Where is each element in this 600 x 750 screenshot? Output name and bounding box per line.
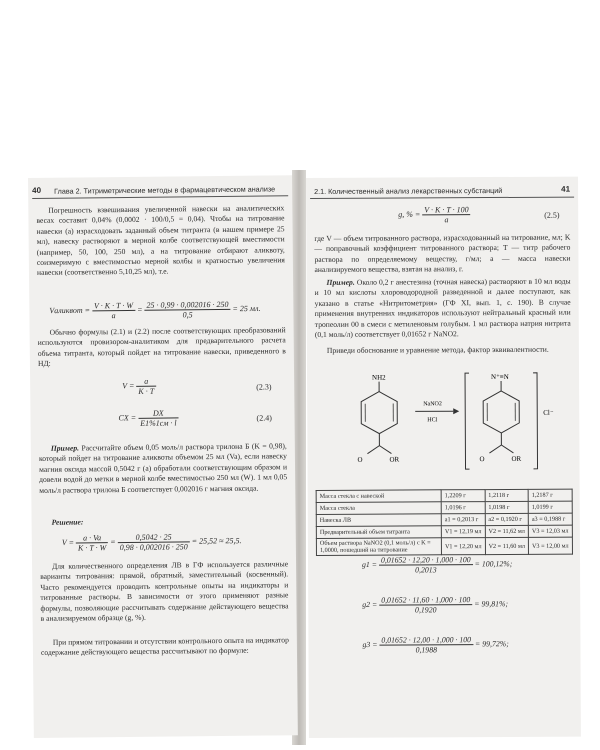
table-cell: V2 = 11,60 мл	[485, 537, 528, 554]
formula-2-5-num: V · K · T · 100	[422, 205, 470, 215]
left-example-text: Рассчитайте объем 0,05 моль/л раствора трилона Б (K = 0,98), который пойдет на титрование аликвоты объемом 25 мл (Va), если навеску магния оксида массой 0,5042 г (a) обработали соответствующим образом и довели водой до метки в мерной колбе вместимостью 250 мл (W). 1 мл 0,05 моль/л раствора трилона Б соответствует 0,002016 г магния оксида.	[38, 441, 288, 495]
result-value: = 99,72%;	[475, 639, 509, 649]
left-paragraph-2: Обычно формулы (2.1) и (2.2) после соответствующих преобразований используются провизором-аналитиком для предварительного расчета объема титранта, который пойдет на титрование навески, приведенного в НД:	[37, 325, 286, 369]
table-cell: 1,0198 г	[485, 501, 528, 513]
result-denominator: 0,2013	[415, 565, 437, 575]
formula-2-4-num: DX	[138, 408, 179, 418]
c-o-double-right	[489, 445, 501, 453]
formula-2-5-lhs: g, % =	[398, 209, 421, 219]
formula-2-4-lhs: CX =	[118, 413, 137, 423]
table-row-label: Навеска ЛВ	[316, 514, 441, 527]
result-denominator: 0,1920	[415, 605, 437, 615]
formula-2-4-number: (2.4)	[256, 413, 272, 423]
right-page-number: 41	[561, 184, 571, 194]
oxygen-left: O	[357, 455, 363, 464]
formula-solution	[62, 532, 242, 553]
formula-aliquot-eq: =	[137, 305, 143, 315]
result-value: = 99,81%;	[474, 599, 509, 609]
right-paragraph-3: Приведи обоснование и уравнение метода, фактор эквивалентности.	[326, 344, 549, 355]
ester-left: OR	[389, 455, 400, 464]
left-paragraph-4: Для количественного определения ЛВ в ГФ используется различные варианты титрования: прямой, обратный, заместительный (косвенный). Часто рекомендуется проводить контрольные опыты на индикаторы и титрованные растворы. В зависимости от этого применяют разные формулы, позволяющие рассчитывать содержание действующего вещества в анализируемом образце (g, %).	[40, 559, 289, 623]
formula-aliquot-den: a	[111, 311, 116, 321]
formula-solution-num2: 0,5042 · 25	[118, 532, 190, 543]
diazonium-group: N⁺≡N	[491, 372, 509, 382]
left-paragraph-5: При прямом титровании и отсутствии контрольного опыта на индикатор содержание действующего вещества рассчитывают по формуле:	[40, 635, 289, 658]
formula-aliquot	[49, 300, 260, 321]
result-lhs: g2 =	[362, 599, 378, 610]
right-running-head	[310, 185, 574, 199]
c-o-double-left	[367, 446, 379, 454]
reagent-nano2: NaNO2	[423, 401, 442, 408]
formula-2-5	[398, 205, 471, 224]
formula-2-3-lhs: V =	[122, 381, 135, 391]
result-denominator: 0,1988	[415, 645, 438, 655]
right-example-text: Около 0,2 г анестезина (точная навеска) растворяют в 10 мл воды и 10 мл кислоты хлороводородной разведенной и далее поступают, как указано в статье «Нитритометрия» (ГФ XI, вып. 1, с. 190). В случае применения внутренних индикаторов используют нейтральный красный или тропеолин 00 в смеси с метиленовым голубым. 1 мл раствора натрия нитрита (0,1 моль/л) соответствует 0,01652 г NaNO2.	[314, 276, 571, 339]
formula-aliquot-result: = 25 мл.	[232, 303, 261, 314]
chloride-ion: Cl⁻	[543, 408, 554, 417]
formula-2-5-number: (2.5)	[544, 210, 560, 220]
left-page-number: 40	[32, 185, 42, 195]
formula-solution-num: a · Va	[76, 533, 108, 543]
formula-2-5-den: a	[444, 215, 449, 225]
table-cell: a1 = 0,2013 г	[441, 514, 485, 526]
reaction-arrowhead	[453, 408, 459, 414]
bracket-right	[533, 373, 538, 469]
reaction-scheme	[319, 369, 570, 480]
right-page	[306, 177, 581, 738]
table-cell: V2 = 11,62 мл	[485, 525, 528, 537]
left-paragraph-1: Погрешность взвешивания увеличенной навески на аналитических весах составит 0,04% (0,0002 · 100/0,5 = 0,04). Чтобы на титрование навески (а) израсходовать заданный объем титранта (в нашем примере 25 мл), навеску растворяют в мерной колбе соответствующей вместимости (например, 50, 100, 250 мл), а на титрование отбирают аликвоту, соизмеримую с вместимостью мерной колбы и кратностью увеличения навески (соответственно 5,10,25 мл), т.е.	[36, 203, 285, 278]
formula-2-4	[118, 408, 178, 428]
result-numerator: 0,01652 · 12,00 · 1,000 · 100	[379, 635, 473, 645]
table-cell: a2 = 0,1920 г	[485, 513, 528, 525]
result-formula-1	[362, 555, 512, 575]
benzene-ring-right	[483, 391, 519, 433]
right-running-title: 2.1. Количественный анализ лекарственных субстанций	[314, 185, 503, 196]
table-row-label: Масса стекла	[316, 502, 441, 515]
left-example	[39, 441, 288, 496]
table-row-label: Масса стекла с навеской	[316, 490, 441, 503]
right-example	[315, 277, 571, 341]
ester-right: OR	[511, 454, 522, 463]
left-running-title: Глава 2. Титриметрические методы в фармацевтическом анализе	[54, 184, 276, 196]
reagent-hcl: HCl	[427, 417, 438, 424]
result-numerator: 0,01652 · 11,60 · 1,000 · 100	[379, 595, 472, 605]
table-cell: V1 = 12,20 мл	[441, 538, 485, 555]
table-row	[316, 537, 572, 555]
right-paragraph-1: где V — объем титрованного раствора, израсходованный на титрование, мл; K — поправочный коэффициент титрованного раствора; T — титр рабочего раствора по определяемому веществу, г/мл; a — масса навески анализируемого вещества, взятая на анализ, г.	[314, 232, 571, 275]
table-row-label: Предварительный объем титранта	[316, 526, 441, 539]
table-cell: V3 = 12,03 мл	[528, 525, 572, 537]
left-example-label: Пример.	[50, 443, 80, 453]
result-formula-2	[362, 595, 508, 615]
result-formula-3	[362, 635, 509, 655]
result-value: = 100,12%;	[474, 559, 513, 569]
c-or-bond-left	[379, 446, 391, 454]
table-cell: 1,2187 г	[528, 489, 572, 501]
formula-aliquot-den2: 0,5	[182, 310, 193, 320]
amine-group: NH2	[372, 373, 386, 382]
result-lhs: g3 =	[362, 639, 378, 650]
formula-aliquot-num: V · K · T · W	[92, 301, 135, 311]
table-row-label: Объем раствора NaNO2 (0,1 моль/л) с K = 1,0000, пошедший на титрование	[316, 538, 441, 556]
formula-solution-result: = 25,52 ≈ 25,5.	[191, 536, 242, 546]
formula-2-3-den: K · T	[138, 386, 155, 396]
right-example-label: Пример.	[326, 277, 355, 287]
bracket-left	[465, 373, 470, 469]
table-cell: a3 = 0,1988 г	[528, 513, 572, 525]
formula-2-4-den: E1%1см · l	[140, 418, 177, 428]
table-cell: 1,0196 г	[441, 502, 485, 514]
solution-label: Решение:	[51, 517, 84, 527]
results-table	[316, 489, 573, 556]
formula-solution-den: K · T · W	[77, 543, 107, 553]
formula-2-3-number: (2.3)	[256, 382, 272, 392]
table-cell: V3 = 12,00 мл	[528, 537, 572, 554]
result-numerator: 0,01652 · 12,20 · 1,000 · 100	[379, 555, 473, 565]
oxygen-right: O	[479, 455, 485, 464]
table-cell: V1 = 12,19 мл	[441, 526, 485, 538]
table-cell: 1,0199 г	[528, 501, 572, 513]
formula-2-3-num: a	[136, 377, 156, 387]
formula-solution-den2: 0,98 · 0,002016 · 250	[119, 542, 188, 553]
table-cell: 1,2118 г	[485, 489, 528, 501]
formula-solution-eq: =	[110, 537, 116, 547]
left-running-head	[32, 183, 288, 199]
result-lhs: g1 =	[362, 559, 378, 570]
formula-2-3	[122, 377, 156, 396]
formula-aliquot-lhs: Vаликвот =	[49, 305, 91, 316]
formula-solution-lhs: V =	[61, 537, 75, 548]
left-page	[28, 175, 298, 738]
table-cell: 1,2209 г	[441, 490, 485, 502]
benzene-ring-left	[361, 392, 397, 434]
formula-aliquot-num2: 25 · 0,99 · 0,002016 · 250	[144, 300, 230, 311]
c-or-bond-right	[501, 445, 513, 453]
